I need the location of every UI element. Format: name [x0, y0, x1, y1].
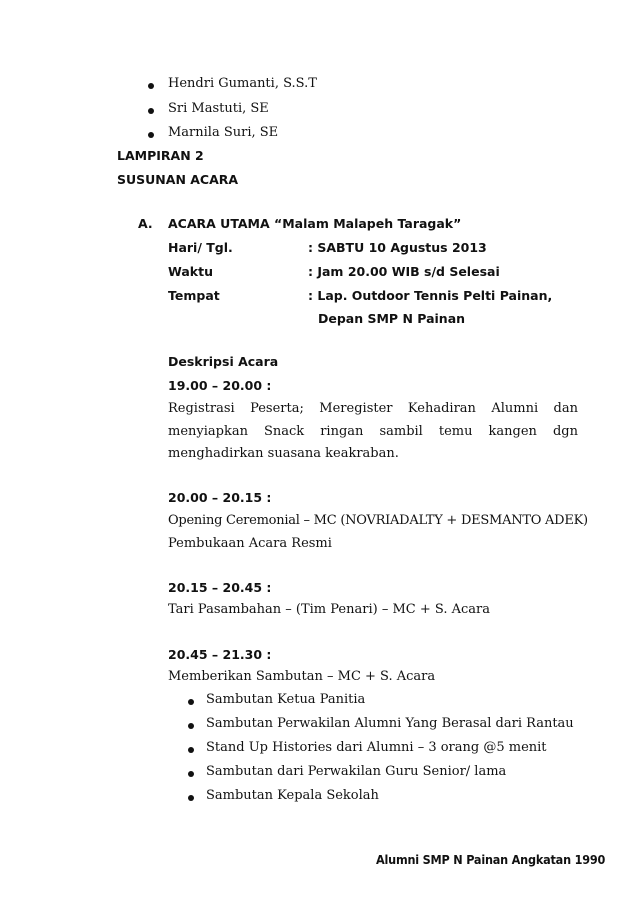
- section-marker: A.: [138, 216, 153, 231]
- bullet-icon: [188, 771, 194, 777]
- detail-value-place: : Lap. Outdoor Tennis Pelti Painan,: [308, 288, 553, 303]
- word: temu: [438, 424, 473, 439]
- speech-item: Stand Up Histories dari Alumni – 3 orang @5 menit: [206, 740, 547, 755]
- detail-label-date: Hari/ Tgl.: [168, 240, 233, 255]
- word: dan: [553, 401, 578, 416]
- description-line: Memberikan Sambutan – MC + S. Acara: [168, 669, 436, 684]
- committee-member: Sri Mastuti, SE: [168, 101, 269, 116]
- appendix-label: LAMPIRAN 2: [117, 148, 204, 163]
- speech-item: Sambutan Perwakilan Alumni Yang Berasal dari Rantau: [206, 716, 574, 731]
- time-slot: 20.00 – 20.15 :: [168, 490, 272, 505]
- detail-value-date: : SABTU 10 Agustus 2013: [308, 240, 487, 255]
- word: Meregister: [319, 401, 393, 416]
- section-title: ACARA UTAMA “Malam Malapeh Taragak”: [168, 216, 462, 231]
- bullet-icon: [148, 132, 154, 138]
- time-slot: 19.00 – 20.00 :: [168, 378, 272, 393]
- detail-value-time: : Jam 20.00 WIB s/d Selesai: [308, 264, 500, 279]
- word: ringan: [320, 424, 364, 439]
- committee-member: Marnila Suri, SE: [168, 125, 279, 140]
- description-line: Pembukaan Acara Resmi: [168, 536, 332, 551]
- bullet-icon: [188, 747, 194, 753]
- time-slot: 20.15 – 20.45 :: [168, 580, 272, 595]
- bullet-icon: [148, 108, 154, 114]
- word: Alumni: [491, 401, 539, 416]
- description-line: [168, 424, 578, 439]
- word: Registrasi: [168, 401, 235, 416]
- word: kangen: [488, 424, 537, 439]
- detail-value-place-line2: Depan SMP N Painan: [318, 311, 466, 326]
- word: dgn: [552, 424, 578, 439]
- bullet-icon: [148, 83, 154, 89]
- time-slot: 20.45 – 21.30 :: [168, 647, 272, 662]
- bullet-icon: [188, 699, 194, 705]
- word: sambil: [379, 424, 423, 439]
- description-line: Tari Pasambahan – (Tim Penari) – MC + S. Acara: [168, 602, 490, 617]
- bullet-icon: [188, 723, 194, 729]
- word: Peserta;: [250, 401, 304, 416]
- description-line: [168, 401, 578, 416]
- description-line: Opening Ceremonial – MC (NOVRIADALTY + DESMANTO ADEK): [168, 513, 588, 528]
- description-heading: Deskripsi Acara: [168, 354, 279, 369]
- speech-item: Sambutan Ketua Panitia: [206, 692, 366, 707]
- word: menyiapkan: [168, 424, 248, 439]
- appendix-subtitle: SUSUNAN ACARA: [117, 172, 239, 187]
- page-footer: Alumni SMP N Painan Angkatan 1990: [376, 852, 606, 867]
- bullet-icon: [188, 795, 194, 801]
- description-line: menghadirkan suasana keakraban.: [168, 446, 399, 461]
- detail-label-time: Waktu: [168, 264, 213, 279]
- speech-item: Sambutan Kepala Sekolah: [206, 788, 379, 803]
- word: Snack: [264, 424, 305, 439]
- word: Kehadiran: [407, 401, 476, 416]
- detail-label-place: Tempat: [168, 288, 220, 303]
- committee-member: Hendri Gumanti, S.S.T: [168, 76, 317, 91]
- speech-item: Sambutan dari Perwakilan Guru Senior/ lama: [206, 764, 507, 779]
